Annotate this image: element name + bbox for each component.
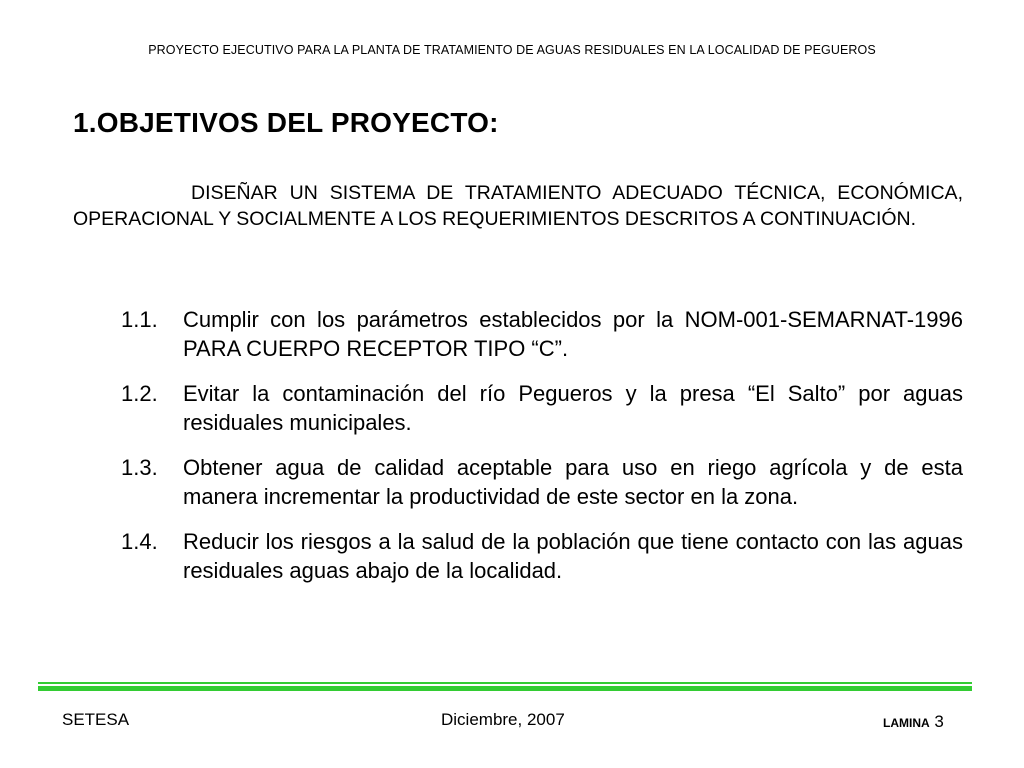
objective-number: 1.4.	[121, 529, 158, 554]
objective-item	[121, 305, 963, 363]
objective-text: Reducir los riesgos a la salud de la población que tiene contacto con las aguas residuales aguas abajo de la localidad.	[183, 529, 963, 583]
lamina-number: 3	[934, 712, 944, 731]
footer-divider-thin	[38, 682, 972, 684]
objective-text: Cumplir con los parámetros establecidos por la NOM-001-SEMARNAT-1996 PARA CUERPO RECEPTOR TIPO “C”.	[183, 307, 963, 361]
footer-lamina	[883, 712, 944, 732]
objectives-list	[121, 305, 963, 601]
section-title: 1.OBJETIVOS DEL PROYECTO:	[73, 107, 499, 138]
intro-paragraph: DISEÑAR UN SISTEMA DE TRATAMIENTO ADECUADO TÉCNICA, ECONÓMICA, OPERACIONAL Y SOCIALMENTE A LOS REQUERIMIENTOS DESCRITOS A CONTINUACIÓN.	[73, 182, 963, 230]
footer-company: SETESA	[62, 710, 130, 729]
footer-date: Diciembre, 2007	[441, 710, 565, 729]
objective-item	[121, 379, 963, 437]
objective-text: Evitar la contaminación del río Pegueros y la presa “El Salto” por aguas residuales municipales.	[183, 381, 963, 435]
lamina-label: LAMINA	[883, 716, 930, 730]
footer-divider-thick	[38, 686, 972, 691]
objective-item	[121, 527, 963, 585]
objective-text: Obtener agua de calidad aceptable para uso en riego agrícola y de esta manera incrementar la productividad de este sector en la zona.	[183, 455, 963, 509]
objective-number: 1.3.	[121, 455, 158, 480]
objective-item	[121, 453, 963, 511]
objective-number: 1.1.	[121, 307, 158, 332]
page-header: PROYECTO EJECUTIVO PARA LA PLANTA DE TRATAMIENTO DE AGUAS RESIDUALES EN LA LOCALIDAD DE PEGUEROS	[148, 43, 876, 57]
objective-number: 1.2.	[121, 381, 158, 406]
